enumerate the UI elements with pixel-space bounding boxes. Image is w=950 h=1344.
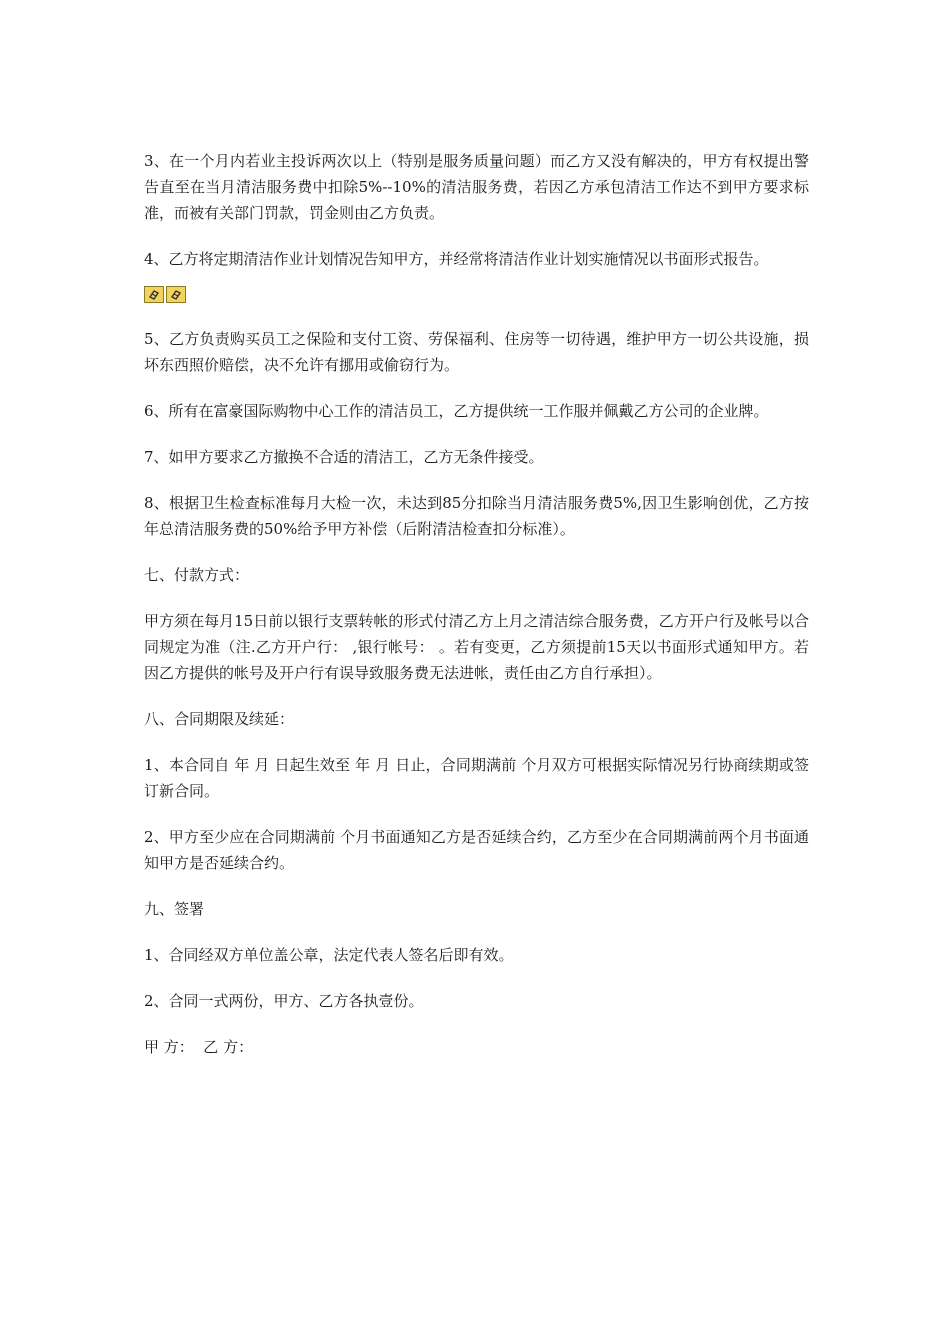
embedded-icons [144,286,809,304]
section-heading-signing: 九、签署 [144,900,205,918]
signature-line: 甲 方： 乙 方： [144,1038,254,1056]
term-clause-2: 2、甲方至少应在合同期满前 个月书面通知乙方是否延续合约，乙方至少在合同期满前两个月书面通知甲方是否延续合约。 [144,828,809,872]
section-heading-payment: 七、付款方式： [144,566,250,584]
link-icon[interactable] [166,286,186,303]
document-body [144,148,809,1060]
clause-8: 8、根据卫生检查标准每月大检一次，未达到85分扣除当月清洁服务费5%,因卫生影响创优，乙方按年总清洁服务费的50%给予甲方补偿（后附清洁检查扣分标准）。 [144,494,809,538]
section-heading-term: 八、合同期限及续延： [144,710,295,728]
clause-7: 7、如甲方要求乙方撤换不合适的清洁工，乙方无条件接受。 [144,448,544,466]
clause-4: 4、乙方将定期清洁作业计划情况告知甲方，并经常将清洁作业计划实施情况以书面形式报告。 [144,250,769,268]
clause-3: 3、在一个月内若业主投诉两次以上（特别是服务质量问题）而乙方又没有解决的，甲方有权提出警告直至在当月清洁服务费中扣除5%--10%的清洁服务费，若因乙方承包清洁工作达不到甲方要求标准，而被有关部门罚款，罚金则由乙方负责。 [144,152,809,222]
term-clause-1: 1、本合同自 年 月 日起生效至 年 月 日止，合同期满前 个月双方可根据实际情况另行协商续期或签订新合同。 [144,756,809,800]
signing-clause-1: 1、合同经双方单位盖公章，法定代表人签名后即有效。 [144,946,514,964]
clause-5: 5、乙方负责购买员工之保险和支付工资、劳保福利、住房等一切待遇，维护甲方一切公共设施，损坏东西照价赔偿，决不允许有挪用或偷窃行为。 [144,330,809,374]
payment-terms: 甲方须在每月15日前以银行支票转帐的形式付清乙方上月之清洁综合服务费，乙方开户行及帐号以合同规定为准（注.乙方开户行： ,银行帐号： 。若有变更，乙方须提前15天以书面形式通知甲方。若因乙方提供的帐号及开户行有误导致服务费无法进帐，责任由乙方自行承担）。 [144,612,809,682]
clause-6: 6、所有在富豪国际购物中心工作的清洁员工，乙方提供统一工作服并佩戴乙方公司的企业牌。 [144,402,769,420]
signing-clause-2: 2、合同一式两份，甲方、乙方各执壹份。 [144,992,424,1010]
link-icon[interactable] [144,286,164,303]
